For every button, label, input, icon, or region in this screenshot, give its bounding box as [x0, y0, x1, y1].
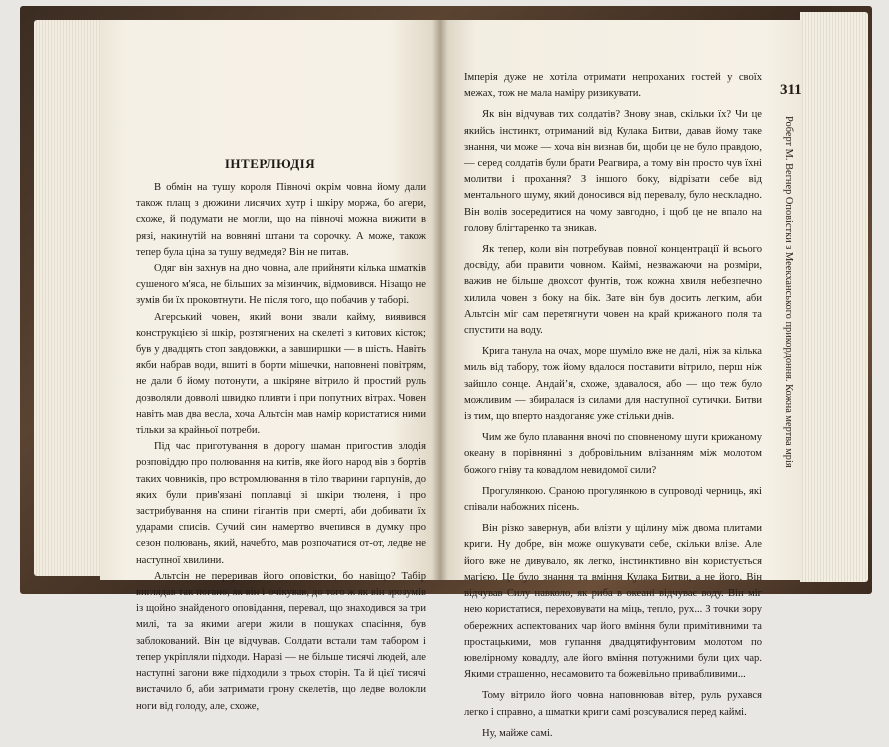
paragraph: Крига танула на очах, море шуміло вже не далі, ніж за кілька миль від табору, тож йому вдалося поставити вітрило, перш ніж зайшло сонце. Андайʼя, схоже, здавалося, або — що теж було можливим — збиралася із силами для наступної сутички. Битви із тим, що вперто наздоганяє уже стільки днів. [464, 346, 762, 423]
paragraph: Як тепер, коли він потребував повної концентрації й всього досвіду, аби правити човном. Каймі, незважаючи на розміри, важив не більше двохсот фунтів, тож кожна хвиля небезпечно хилила човен з боку на бік. Зате він був досить легким, аби Альтсін міг сам перетягнути човен на край крижаного поля та спустити на воду. [464, 244, 762, 337]
paragraph: Одяг він захнув на дно човна, але прийняти кілька шматків сушеного м'яса, не більших за мізинчик, відмовився. Нізащо не зумів би їх проковтнути. Не після того, що побачив у таборі. [136, 263, 426, 307]
chapter-heading: ІНТЕРЛЮДІЯ [224, 156, 316, 171]
left-page [100, 20, 440, 712]
paragraph: Він різко завернув, аби влізти у щілину між двома плитами криги. Ну добре, він може ошукувати себе, скільки влізе. Але його вже не дивувало, як легко, інстинктивно він користується магією. Це було знання та вміння Кулака Битви, а не його. Він відчував Силу навколо, як риба в океані відчуває воду. Він міг нею користатися, переховувати на міць, тепло, рух... З точки зору обережних аспектованих чар його вміння були примітивними та простацькими, мов гупання двадцятифунтовим молотом по ювелірному ковадлу, але його вміння потужними були цих чар. Якими страшенно, несамовито та божевільно привабливими... [464, 523, 762, 681]
paragraph: Тому вітрило його човна наповнював вітер, руль рухався легко і справно, а шматки криги самі розсувалися перед каймі. [464, 690, 762, 718]
right-page [440, 20, 802, 739]
paragraph: Під час приготування в дорогу шаман пригостив злодія розповіддю про полювання на китів, яке його народ вів з бортів таких човників, про встромлювання в тіло тварини гарпунів, до яких були прив'язані поплавці зі шкіри тюленя, і про застрибування на спини гігантів при смерті, аби добивати їх ударами списів. Сучий син намертво вчепився в думку про сезон полювань, який, начебто, мав розпочатися от-от, ледве не наступної хвилини. [136, 441, 426, 566]
paragraph: Імперія дуже не хотіла отримати непроханих гостей у своїх межах, тож не мала наміру ризикувати. [464, 72, 762, 100]
paragraph: Чим же було плавання вночі по сповненому шуги крижаному океану в порівнянні з добровільним влізанням між молотом божого гніву та ковадлом невидомої сили? [464, 432, 762, 476]
left-page-text [136, 180, 426, 715]
right-page-edges [800, 12, 868, 582]
paragraph: В обмін на тушу короля Півночі окрім човна йому дали також плащ з дюжини лисячих хутр і шкіру моржа, бо агери, схоже, й подумати не могли, що на півночі можна вижити в рязі, накинутій на вовняні штани та сорочку. А може, також тепер була ціна за тушу ведмедя? Він не питав. [136, 182, 426, 258]
paragraph: Ну, майже самі. [482, 727, 553, 739]
left-page-edges [34, 20, 104, 576]
paragraph: Прогулянкою. Сраною прогулянкою в супроводі черниць, які співали набожних пісень. [464, 485, 762, 514]
paragraph: Як він відчував тих солдатів? Знову знав, скільки їх? Чи це якийсь інстинкт, отриманий від Кулака Битви, давав йому таке знання, чи може — хоча він визнав би, щоби це не було правдою, — серед солдатів були брати Реагвира, а тому він просто чув їхні молитви і прохання? З іншого боку, відрізати себе від ментального шуму, який доносився від перевалу, було нескладно. Він волів зосередитися на чому завгодно, і щоб це не впало на голову блігтаренко та зникав. [464, 109, 762, 234]
right-page-text [464, 70, 762, 747]
book-gutter [432, 20, 448, 580]
paragraph: Альтсін не переривав його оповістки, бо навіщо? Табір виглядав так погано, як він і очікував, до того ж як він зрозумів із щойно знайденого оповідання, перевал, що знаходився за три милі, та за якими агери жили в пошуках спасіння, був заблокований. Він це відчував. Солдати встали там табором і тепер укріпляли підходи. Наразі — не більше тисячі людей, але наступні загони вже підходили з трьох сторін. Та й цієї тисячі вистачило б, аби затримати грону скелетів, що ледве волокли ноги від голоду, але, схоже, [136, 570, 426, 712]
running-head: Роберт М. Вегнер Оповістки з Меекханського прикордоння. Кожна мертва мрія [783, 116, 794, 468]
paragraph: Агерський човен, який вони звали кайму, виявився конструкцією зі шкір, розтягнених на скелеті з китових кісток; був у двадцять стоп завдовжки, а завширшки — в шість. Навіть якби набрав води, вшиті в борти мішечки, наповнені повітрям, не дали б йому потонути, а шкіряне вітрило й простий руль дозволяли довволі швидко пливти і при попутних вітрах. Човен навіть мав два весла, хоча Альтсін мав намір користатися ними тільки за крайньої потреби. [136, 311, 426, 437]
page-number: 311 [780, 82, 802, 98]
